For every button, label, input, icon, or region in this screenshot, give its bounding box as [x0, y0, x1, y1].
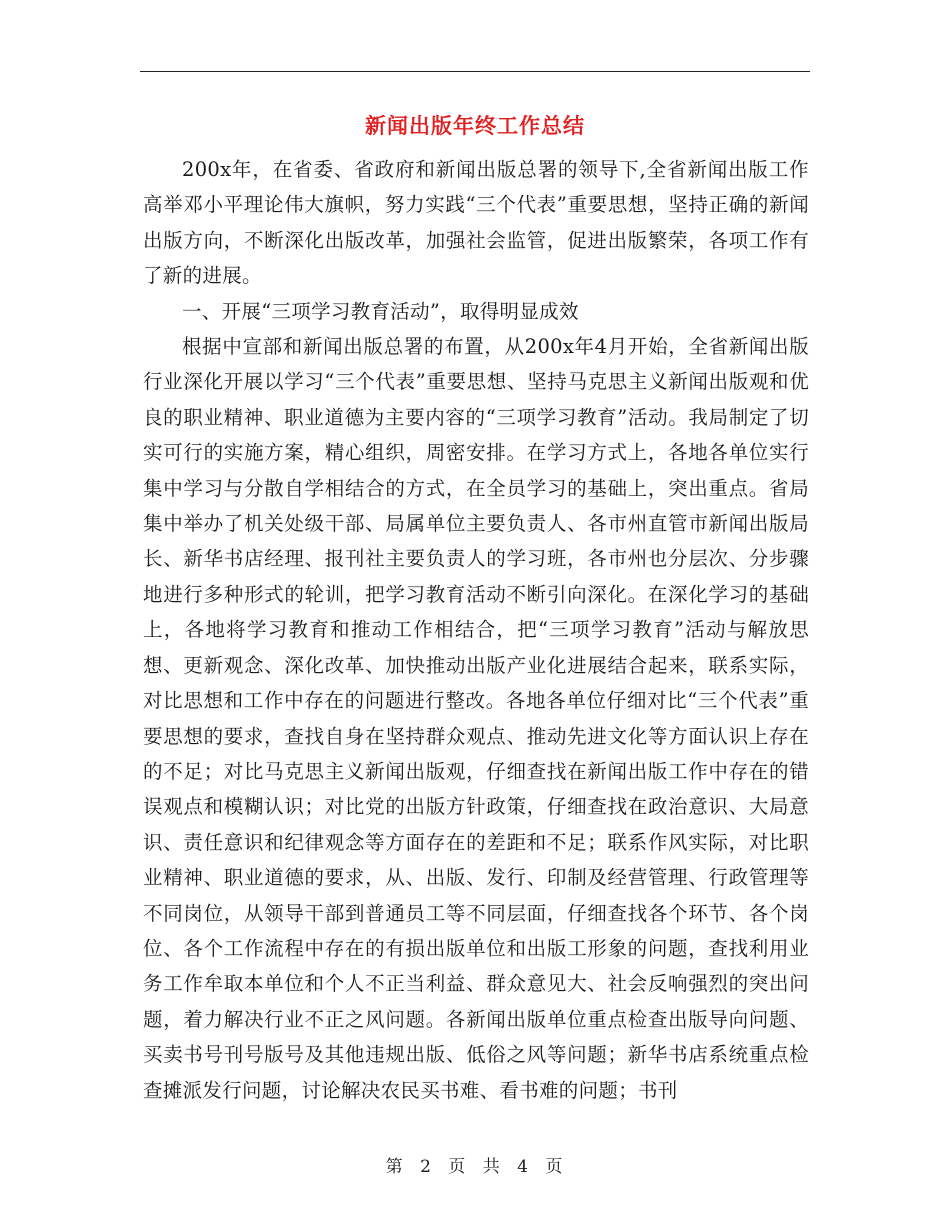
document-title: 新闻出版年终工作总结 [365, 113, 585, 138]
intro-paragraph: 200x年，在省委、省政府和新闻出版总署的领导下,全省新闻出版工作高举邓小平理论伟大旗帜，努力实践“三个代表”重要思想，坚持正确的新闻出版方向，不断深化出版改革，加强社会监管，促进出版繁荣，各项工作有了新的进展。 [143, 158, 809, 288]
page-footer [0, 1152, 950, 1177]
footer-suffix: 页 [545, 1157, 565, 1177]
document-body [143, 152, 809, 1108]
footer-prefix: 第 [385, 1157, 405, 1177]
body-paragraph: 根据中宣部和新闻出版总署的布置，从200x年4月开始，全省新闻出版行业深化开展以学习“三个代表”重要思想、坚持马克思主义新闻出版观和优良的职业精神、职业道德为主要内容的“三项学习教育”活动。我局制定了切实可行的实施方案，精心组织，周密安排。在学习方式上，各地各单位实行集中学习与分散自学相结合的方式，在全员学习的基础上，突出重点。省局集中举办了机关处级干部、局属单位主要负责人、各市州直管市新闻出版局长、新华书店经理、报刊社主要负责人的学习班，各市州也分层次、分步骤地进行多种形式的轮训，把学习教育活动不断引向深化。在深化学习的基础上，各地将学习教育和推动工作相结合，把“三项学习教育”活动与解放思想、更新观念、深化改革、加快推动出版产业化进展结合起来，联系实际，对比思想和工作中存在的问题进行整改。各地各单位仔细对比“三个代表”重要思想的要求，查找自身在坚持群众观点、推动先进文化等方面认识上存在的不足；对比马克思主义新闻出版观，仔细查找在新闻出版工作中存在的错误观点和模糊认识；对比党的出版方针政策，仔细查找在政治意识、大局意识、责任意识和纪律观念等方面存在的差距和不足；联系作风实际，对比职业精神、职业道德的要求，从、出版、发行、印制及经营管理、行政管理等不同岗位，从领导干部到普通员工等不同层面，仔细查找各个环节、各个岗位、各个工作流程中存在的有损出版单位和出版工形象的问题，查找利用业务工作牟取本单位和个人不正当利益、群众意见大、社会反响强烈的突出问题，着力解决行业不正之风问题。各新闻出版单位重点检查出版导向问题、买卖书号刊号版号及其他违规出版、低俗之风等问题；新华书店系统重点检查摊派发行问题，讨论解决农民买书难、看书难的问题；书刊 [143, 335, 809, 1102]
section-heading: 一、开展“三项学习教育活动”，取得明显成效 [182, 299, 579, 323]
header-rule [140, 71, 810, 72]
footer-total-pages: 4 [517, 1157, 530, 1177]
footer-page-word: 页 [448, 1157, 468, 1177]
footer-current-page: 2 [420, 1157, 433, 1177]
footer-total-word: 共 [482, 1157, 502, 1177]
